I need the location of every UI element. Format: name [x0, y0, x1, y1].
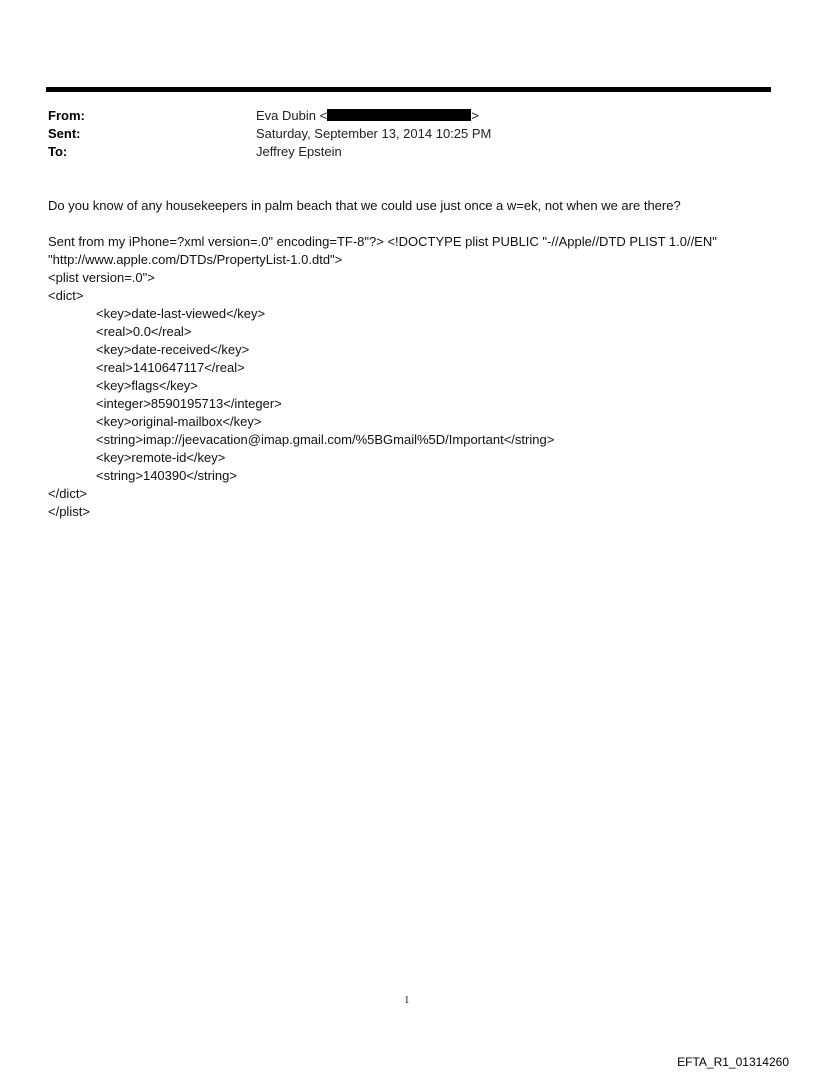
plist-line: <string>140390</string> [96, 468, 237, 483]
sent-label: Sent: [48, 126, 81, 141]
plist-line: <real>0.0</real> [96, 324, 192, 339]
plist-line: <key>remote-id</key> [96, 450, 226, 465]
plist-line: <key>date-received</key> [96, 342, 250, 357]
plist-line: <key>flags</key> [96, 378, 198, 393]
plist-open-tag: <plist version=.0"> [48, 270, 155, 285]
plist-line: <key>original-mailbox</key> [96, 414, 262, 429]
message-text: Do you know of any housekeepers in palm beach that we could use just once a w=ek, not when we are there? [48, 198, 681, 213]
from-label: From: [48, 108, 85, 123]
signature-line: Sent from my iPhone=?xml version=.0" encoding=TF-8"?> <!DOCTYPE plist PUBLIC "-//Apple//DTD PLIST 1.0//EN" [48, 234, 717, 249]
plist-line: <integer>8590195713</integer> [96, 396, 282, 411]
page-number: 1 [404, 994, 410, 1006]
header-divider [46, 87, 771, 92]
bates-number: EFTA_R1_01314260 [677, 1055, 789, 1069]
plist-line: <string>imap://jeevacation@imap.gmail.com/%5BGmail%5D/Important</string> [96, 432, 555, 447]
redaction-block [327, 109, 471, 121]
to-value: Jeffrey Epstein [256, 144, 342, 159]
dict-open-tag: <dict> [48, 288, 84, 303]
from-value [256, 107, 479, 125]
plist-line: <real>1410647117</real> [96, 360, 245, 375]
from-name-close: > [471, 108, 479, 123]
from-name: Eva Dubin < [256, 108, 328, 123]
to-label: To: [48, 144, 68, 159]
sent-value: Saturday, September 13, 2014 10:25 PM [256, 126, 492, 141]
plist-close-tag: </plist> [48, 504, 90, 519]
dtd-url-line: "http://www.apple.com/DTDs/PropertyList-1.0.dtd"> [48, 252, 343, 267]
dict-close-tag: </dict> [48, 486, 88, 501]
plist-line: <key>date-last-viewed</key> [96, 306, 266, 321]
